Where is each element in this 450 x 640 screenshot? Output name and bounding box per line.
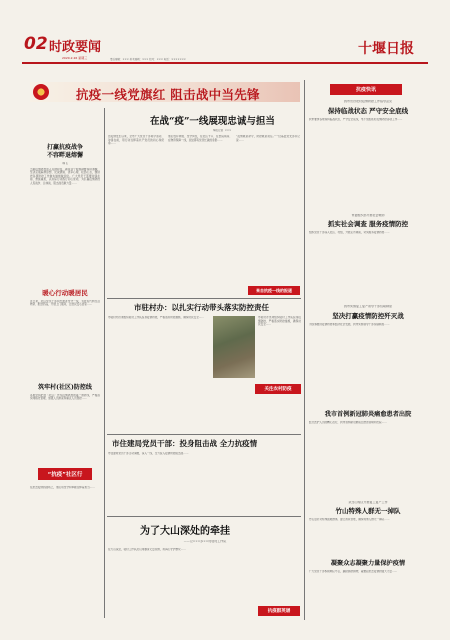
page-number: 02	[24, 34, 48, 54]
right-section-tag: 抗疫快讯	[330, 84, 402, 95]
date-line: 2020.2.26 星期三	[62, 56, 88, 60]
center-body-2b: 市驻村办迅速组织驻村工作队投身疫情防控，严格落实防控措施，确保村民安全……	[258, 316, 301, 327]
right-body-1: 我市要求各地保持临战状态，严守安全底线，毫不放松抓好疫情防控各项工作……	[309, 117, 403, 121]
center-headline-3: 市住建局党员干部：投身阻击战 全力抗疫情	[112, 439, 258, 448]
center-tag-3: 抗疫群英谱	[258, 606, 300, 616]
center-tag-1: 来自抗疫一线的报道	[248, 286, 300, 295]
info-line: 责任编辑：××× 美术编辑：××× 校对：××× 电话：×××××××	[110, 58, 186, 61]
left-author-1: 韩飞	[62, 162, 68, 165]
right-body-6: 广大党员干部积极响应号召，踊跃捐款捐物，凝聚起抗击疫情的强大力量……	[309, 570, 398, 574]
newspaper-logo: 十堰日报	[358, 41, 414, 57]
right-headline-1: 保持临战状态 严守安全底线	[327, 106, 409, 115]
center-body-2: 市驻村办迅速组织驻村工作队投身疫情防控，严格落实防控措施，确保村民安全……	[108, 316, 204, 319]
center-body-4: 在大山深处，驻村工作队员们用脚步丈量民情，用真心守护群众……	[108, 548, 186, 551]
left-headline-1: 打赢抗疫战争 不容畔退熔懈	[46, 144, 83, 159]
left-stamp: “抗疫”社区行	[38, 468, 92, 480]
banner-slogan: 抗疫一线党旗红 阻击战中当先锋	[76, 87, 260, 102]
center-tag-2: 关注农村防疫	[255, 384, 301, 394]
column-rule-left	[104, 108, 105, 618]
center-byline-1: 本报记者 ×××	[212, 129, 232, 132]
center-body-3: 市住建局党员干部主动请缨，深入一线，全力投入疫情防控阻击战……	[108, 452, 189, 455]
center-headline-2: 市驻村办：以扎实行动带头落实防控责任	[134, 303, 269, 312]
left-body-4: 在抗击疫情的战场上，他们用坚守和奉献诠释着担当……	[30, 485, 95, 489]
center-body-1b: 他们放弃休假、坚守岗位，在社区卡口、在医院病房、在物资保障一线，到处都有党员忙碌的身影……	[168, 135, 232, 142]
right-headline-3: 坚决打赢疫情防控歼灭战	[332, 311, 404, 320]
center-headline-4: 为了大山深处的牵挂	[140, 526, 230, 537]
center-body-1a: 自疫情发生以来，全市广大党员干部闻令而动、冲锋在前，用行动诠释着共产党员的初心和使命……	[108, 135, 164, 146]
left-body-2: 连日来，社区党员干部和志愿者坚守一线，为居民代购生活物资、配送药品，开展上门服务，让居民安心居家……	[30, 299, 100, 307]
center-subheadline-4: ——记×××乡××村驻村工作队	[183, 540, 227, 543]
column-rule-right	[304, 80, 305, 620]
right-column	[309, 100, 427, 616]
header-rule	[22, 62, 428, 64]
section-title: 时政要闻	[49, 40, 102, 55]
left-column	[30, 106, 100, 618]
right-body-3: 为统筹推进疫情防控和经济社会发展，我市实施领导干部包联制度……	[309, 322, 390, 326]
left-headline-3: 筑牢村(社区)防控线	[38, 383, 92, 391]
right-kicker-3: 我市实施复工复产领导干部包联制度	[343, 305, 392, 309]
center-divider-1	[107, 298, 301, 299]
banner	[30, 82, 300, 102]
left-body-3: 各地坚持把村（社区）作为疫情防控的第一道防线，严格落实网格化管理，加强人员排查和重点人员管控……	[30, 393, 100, 401]
center-divider-2	[107, 434, 301, 435]
center-headline-1: 在战“疫”一线展现忠诚与担当	[150, 116, 275, 127]
left-headline-2: 暖心行动暖居民	[42, 288, 88, 297]
right-body-5: 竹山县针对特殊困难群体，建立帮扶台账，确保特殊人群无一掉队……	[309, 518, 390, 522]
right-kicker-1: 我市出台农村疫情防控工作指导意见	[343, 100, 392, 103]
right-headline-5: 竹山特殊人群无一掉队	[335, 507, 401, 516]
right-headline-4: 我市首例新冠肺炎痛愈患者出院	[324, 410, 412, 418]
party-emblem-icon	[33, 84, 49, 100]
field-photo	[213, 316, 255, 378]
right-kicker-5: 武当山特区开展复工复产工作	[348, 500, 388, 504]
right-body-2: 组织党员干部深入社区、村组，开展走访调查，切实服务疫情防控……	[309, 231, 390, 235]
left-body-1: 当前疫情防控进入关键阶段，越是这个时候越要保持清醒，坚决克服麻痹思想、厌战情绪、侥幸心理、松劲心态，继续把各项防控工作做实做细做到位。广大党员干部要冲锋在前、勇挑重担，以实际行动践行初心使命，为打赢疫情防控人民战争、总体战、阻击战贡献力量……	[30, 167, 100, 185]
right-kicker-2: 市委组织部开展社会救助	[351, 213, 385, 217]
center-body-1c: “疫情就是命令，防控就是责任。”一位基层党支部书记说……	[236, 135, 300, 142]
right-headline-2: 抓实社会调查 服务疫情防控	[327, 220, 409, 229]
right-headline-6: 凝聚众志凝聚力量保护疫情	[330, 560, 406, 568]
center-divider-3	[107, 516, 301, 517]
right-body-4: 经过医护人员的精心治疗，我市首例新冠肺炎治愈患者顺利出院……	[309, 420, 387, 424]
